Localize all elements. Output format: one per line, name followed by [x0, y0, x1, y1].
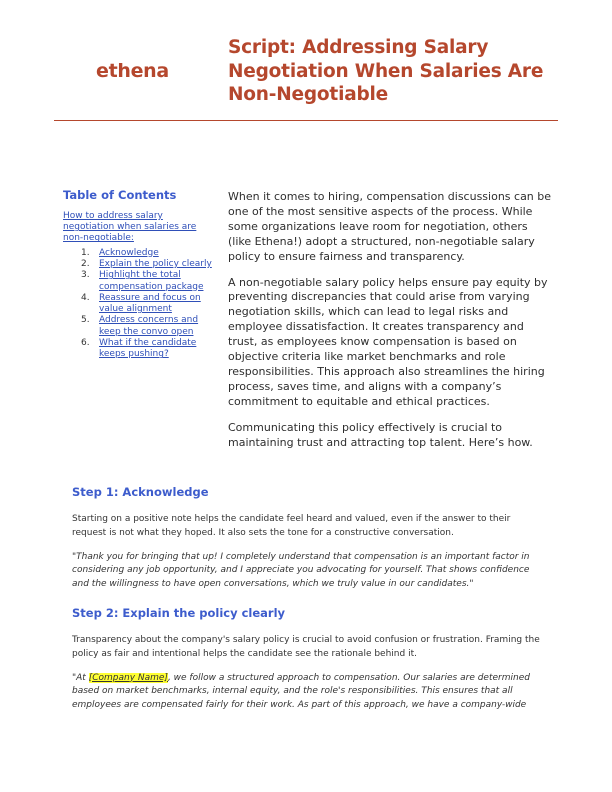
toc-item-number: 3. — [81, 270, 90, 281]
company-name-placeholder: [Company Name] — [88, 672, 168, 683]
toc-item-number: 6. — [81, 337, 90, 348]
toc-item-number: 1. — [81, 247, 90, 258]
toc-link-total-compensation[interactable]: Highlight the total compensation package — [99, 270, 204, 292]
toc-item — [63, 270, 213, 293]
toc-main-link[interactable]: How to address salary negotiation when salaries are non-negotiable: — [63, 211, 197, 244]
toc-item-number: 4. — [81, 292, 90, 303]
step-2-heading: Step 2: Explain the policy clearly — [72, 605, 286, 620]
toc-item — [63, 315, 213, 338]
toc-item — [63, 338, 213, 361]
toc-item — [63, 259, 213, 270]
toc-link-keeps-pushing[interactable]: What if the candidate keeps pushing? — [99, 337, 197, 360]
toc-link-acknowledge[interactable]: Acknowledge — [99, 247, 159, 258]
toc-link-address-concerns[interactable]: Address concerns and keep the convo open — [99, 315, 199, 337]
ethena-logo: ethena — [96, 60, 169, 82]
step-1-heading: Step 1: Acknowledge — [72, 485, 209, 499]
toc-list — [63, 248, 213, 361]
header-divider — [54, 120, 558, 121]
toc-link-explain-policy[interactable]: Explain the policy clearly — [99, 258, 212, 269]
toc-item-number: 2. — [81, 258, 90, 269]
steps-section — [72, 485, 544, 727]
step-1-script-quote: "Thank you for bringing that up! I completely understand that compensation is an important factor in considering any job opportunity, and I appreciate you advocating for yourself. That shows confidence and the willingness to have open conversations, which we truly value in our candidates." — [72, 551, 530, 590]
toc-title: Table of Contents — [63, 188, 177, 202]
toc-link-reassure[interactable]: Reassure and focus on value alignment — [99, 292, 201, 315]
toc-item — [63, 293, 213, 316]
quote-rest: , we follow a structured approach to compensation. Our salaries are determined based on market benchmarks, internal equity, and the role's responsibilities. This ensures that all employees are compensated fairly for their work. As part of this approach, we have a company-wide — [72, 672, 530, 711]
quote-prefix: "At — [72, 672, 89, 683]
intro-paragraph: When it comes to hiring, compensation discussions can be one of the most sensitive aspects of the process. While some organizations leave room for negotiation, others (like Ethena!) adopt a structured, non-negotiable salary policy to ensure fairness and transparency. — [228, 190, 552, 263]
intro-section — [228, 190, 553, 462]
step-2-body: Transparency about the company's salary policy is crucial to avoid confusion or frustration. Framing the policy as fair and intentional helps the candidate see the rationale behind it. — [72, 634, 540, 659]
toc-item-number: 5. — [81, 315, 90, 326]
step-2-script-quote — [72, 672, 544, 713]
intro-paragraph: A non-negotiable salary policy helps ensure pay equity by preventing discrepancies that could arise from varying negotiation skills, which can lead to legal risks and employee dissatisfaction. It creates transparency and trust, as employees know compensation is based on objective criteria like market benchmarks and role responsibilities. This approach also streamlines the hiring process, saves time, and aligns with a company’s commitment to equitable and ethical practices. — [228, 275, 548, 408]
step-1-body: Starting on a positive note helps the candidate feel heard and valued, even if the answer to their request is not what they hoped. It also sets the tone for a constructive conversation. — [72, 514, 511, 538]
table-of-contents — [63, 188, 213, 361]
page-title: Script: Addressing Salary Negotiation When Salaries Are Non-Negotiable — [228, 37, 544, 105]
intro-paragraph: Communicating this policy effectively is crucial to maintaining trust and attracting top talent. Here’s how. — [228, 420, 533, 449]
toc-item — [63, 248, 213, 259]
